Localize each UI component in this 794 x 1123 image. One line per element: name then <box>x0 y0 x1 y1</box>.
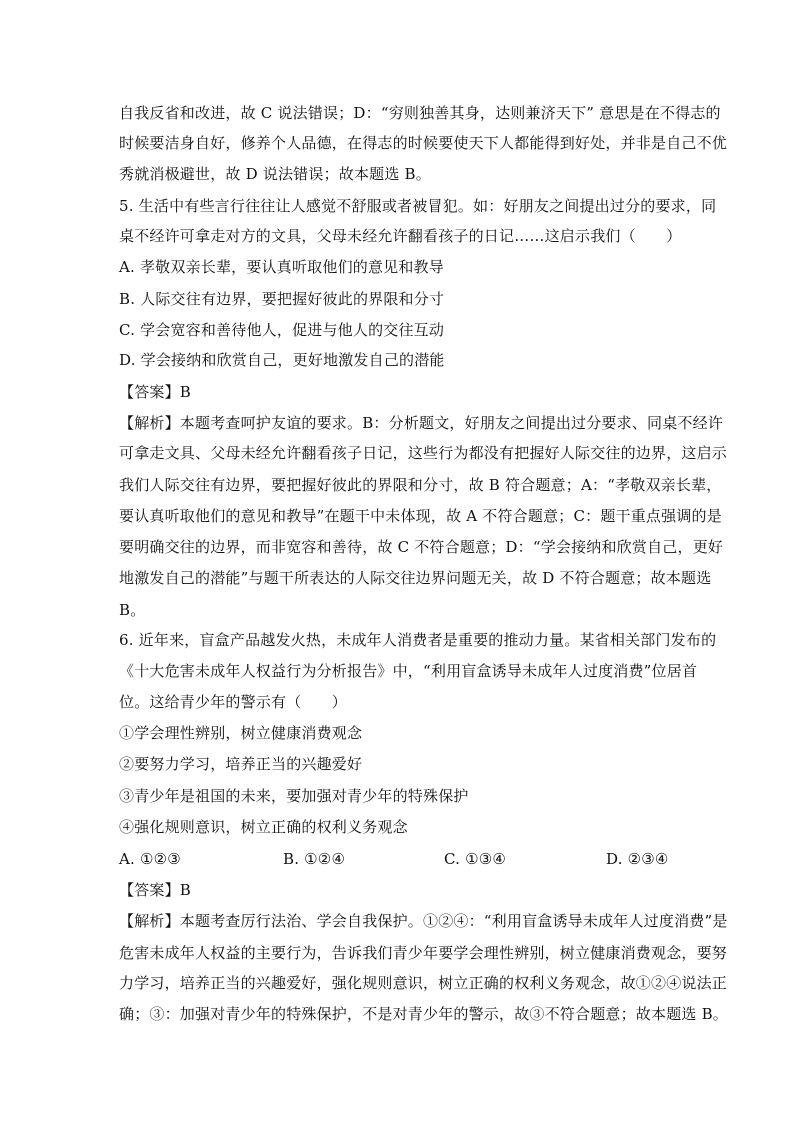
choice-d: D. ②③④ <box>606 850 669 868</box>
question-5-stem: 5. 生活中有些言行往往让人感觉不舒服或者被冒犯。如：好朋友之间提出过分的要求，同 <box>119 197 717 215</box>
analysis-line: 我们人际交往有边界，要把握好彼此的界限和分寸，故 B 符合题意；A：“孝敬双亲长辈， <box>119 476 722 494</box>
question-6-stem: 6. 近年来，盲盒产品越发火热，未成年人消费者是重要的推动力量。某省相关部门发布的 <box>119 631 717 649</box>
choices-row <box>119 849 679 869</box>
question-6-stem: 《十大危害未成年人权益行为分析报告》中，“利用盲盒诱导未成年人过度消费”位居首 <box>119 662 698 680</box>
analysis-line: 地激发自己的潜能”与题干所表达的人际交往边界问题无关，故 D 不符合题意；故本题选 <box>119 569 712 587</box>
analysis-line: B。 <box>119 601 146 619</box>
answer-label: 【答案】B <box>119 881 192 899</box>
question-5-stem: 桌不经许可拿走对方的文具，父母未经允许翻看孩子的日记……这启示我们（ ） <box>119 227 682 245</box>
statement-3: ③青少年是祖国的未来，要加强对青少年的特殊保护 <box>119 787 469 805</box>
question-6-stem: 位。这给青少年的警示有（ ） <box>119 693 348 711</box>
text-line: 秀就消极避世，故 D 说法错误；故本题选 B。 <box>119 165 431 183</box>
analysis-line: 【解析】本题考查呵护友谊的要求。B：分析题文，好朋友之间提出过分要求、同桌不经许 <box>119 414 724 432</box>
analysis-line: 【解析】本题考查厉行法治、学会自我保护。①②④：“利用盲盒诱导未成年人过度消费”是 <box>119 912 728 930</box>
option-b: B. 人际交往有边界，要把握好彼此的界限和分寸 <box>119 290 445 308</box>
answer-label: 【答案】B <box>119 383 192 401</box>
statement-4: ④强化规则意识，树立正确的权利义务观念 <box>119 818 408 836</box>
analysis-line: 要明确交往的边界，而非宽容和善待，故 C 不符合题意；D：“学会接纳和欣赏自己，更好 <box>119 538 724 556</box>
analysis-line: 要认真听取他们的意见和教导”在题干中未体现，故 A 不符合题意；C：题干重点强调的是 <box>119 507 722 525</box>
text-line: 自我反省和改进，故 C 说法错误；D：“穷则独善其身，达则兼济天下” 意思是在不得志的 <box>119 104 721 122</box>
option-d: D. 学会接纳和欣赏自己，更好地激发自己的潜能 <box>119 351 445 369</box>
analysis-line: 可拿走文具、父母未经允许翻看孩子日记，这些行为都没有把握好人际交往的边界，这启示 <box>119 444 728 462</box>
choice-a: A. ①②③ <box>119 850 181 868</box>
analysis-line: 确；③：加强对青少年的特殊保护，不是对青少年的警示，故③不符合题意；故本题选 B。 <box>119 1005 728 1023</box>
analysis-line: 危害未成年人权益的主要行为，告诉我们青少年要学会理性辨别，树立健康消费观念，要努 <box>119 944 728 962</box>
text-line: 时候要洁身自好，修养个人品德，在得志的时候要使天下人都能得到好处，并非是自己不优 <box>119 134 728 152</box>
choice-c: C. ①③④ <box>444 850 507 868</box>
choice-b: B. ①②④ <box>283 850 346 868</box>
analysis-line: 力学习，培养正当的兴趣爱好，强化规则意识，树立正确的权利义务观念，故①②④说法正 <box>119 974 728 992</box>
option-a: A. 孝敬双亲长辈，要认真听取他们的意见和教导 <box>119 258 444 276</box>
option-c: C. 学会宽容和善待他人，促进与他人的交往互动 <box>119 321 445 339</box>
statement-2: ②要努力学习，培养正当的兴趣爱好 <box>119 755 363 773</box>
statement-1: ①学会理性辨别，树立健康消费观念 <box>119 724 363 742</box>
